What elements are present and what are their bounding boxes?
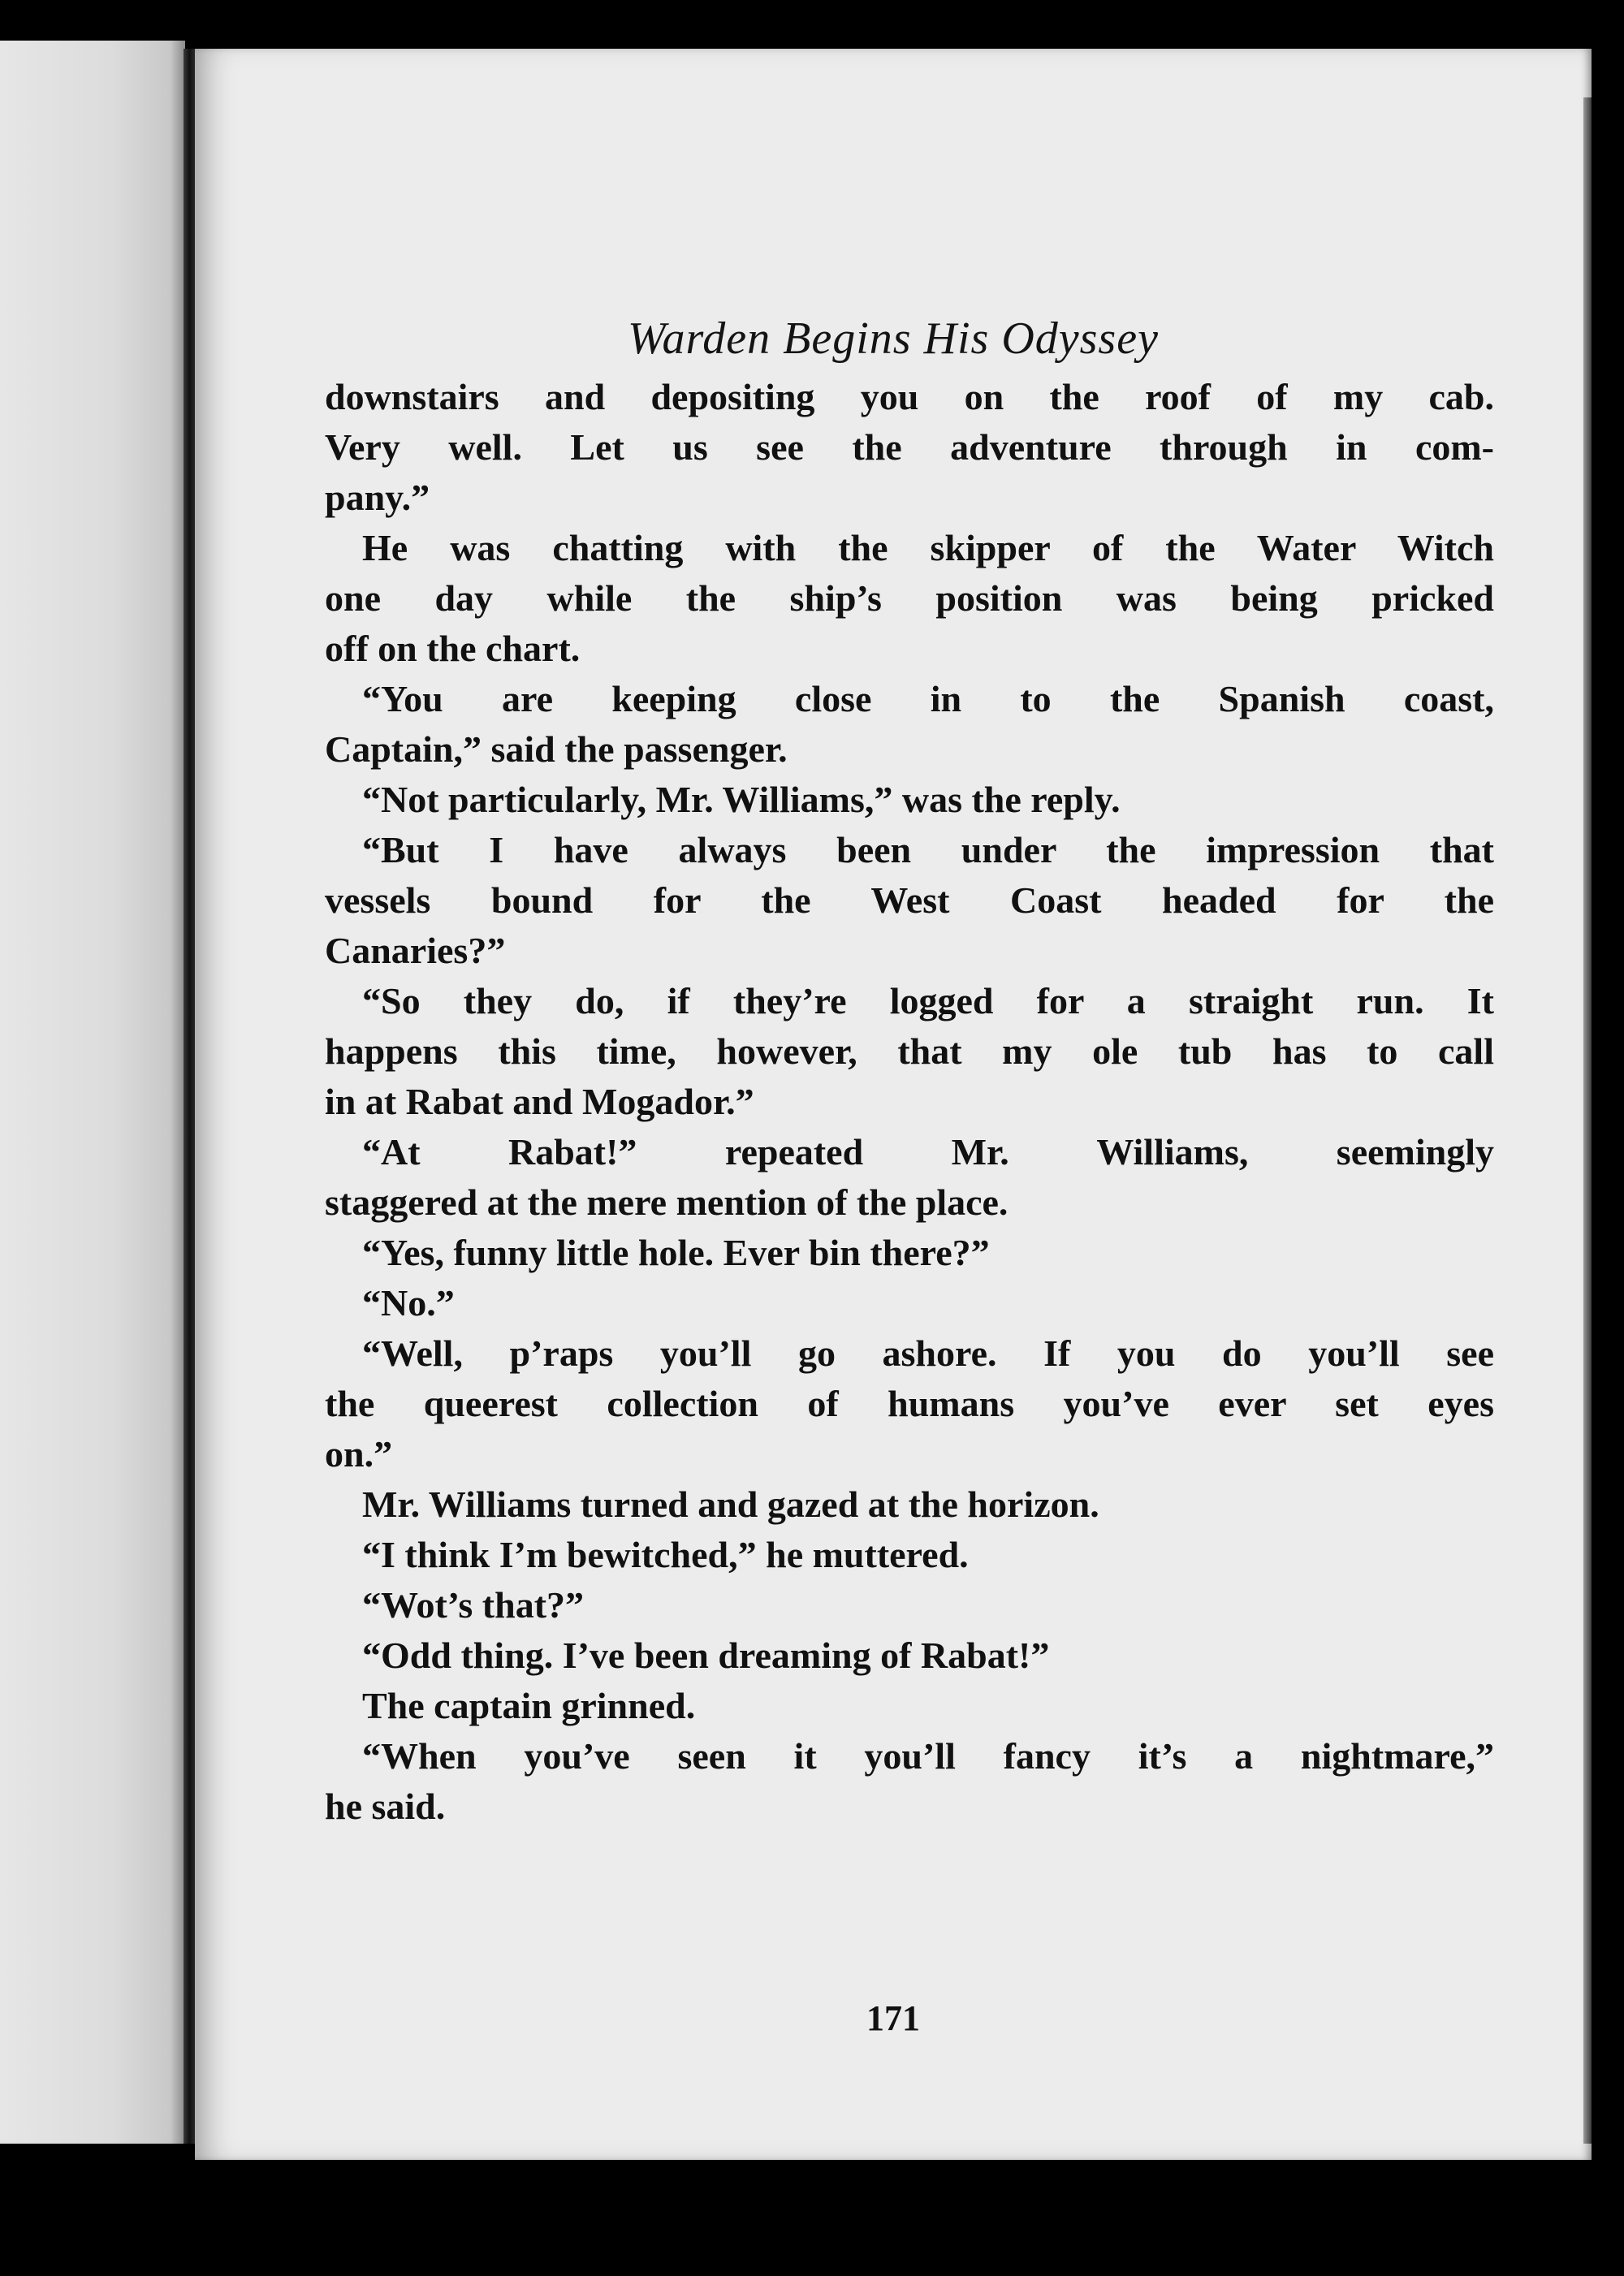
book-page <box>195 49 1592 2160</box>
right-page-edge <box>1583 97 1592 2144</box>
page-number: 171 <box>866 1998 920 2038</box>
text-line: “Yes, funny little hole. Ever bin there?” <box>362 1232 990 1273</box>
text-line: in at Rabat and Mogador.” <box>325 1081 754 1122</box>
text-line: “At Rabat!” repeated Mr. Williams, seemingly <box>362 1131 1494 1173</box>
text-line: staggered at the mere mention of the place. <box>325 1181 1009 1223</box>
running-head: Warden Begins His Odyssey <box>628 313 1159 364</box>
text-line: off on the chart. <box>325 628 581 669</box>
text-line: Canaries?” <box>325 930 506 971</box>
text-line: one day while the ship’s position was being pricked <box>325 577 1494 619</box>
text-line: “Odd thing. I’ve been dreaming of Rabat!” <box>362 1635 1050 1676</box>
text-line: He was chatting with the skipper of the Water Witch <box>362 527 1494 568</box>
text-line: “Well, p’raps you’ll go ashore. If you do you’ll see <box>362 1332 1494 1374</box>
text-line: “No.” <box>362 1282 455 1324</box>
text-line: Mr. Williams turned and gazed at the horizon. <box>362 1484 1099 1525</box>
text-line: The captain grinned. <box>362 1685 696 1726</box>
text-line: happens this time, however, that my ole tub has to call <box>325 1030 1494 1072</box>
text-line: he said. <box>325 1786 446 1827</box>
text-line: downstairs and depositing you on the roof of my cab. <box>325 376 1494 417</box>
text-line: vessels bound for the West Coast headed for the <box>325 879 1494 921</box>
text-line: “You are keeping close in to the Spanish coast, <box>362 678 1494 719</box>
text-line: the queerest collection of humans you’ve ever set eyes <box>325 1383 1494 1424</box>
book-gutter <box>184 49 195 2144</box>
text-line: Very well. Let us see the adventure through in com- <box>325 426 1494 468</box>
text-line: pany.” <box>325 477 430 518</box>
text-line: “But I have always been under the impression that <box>362 829 1494 870</box>
text-line: “Not particularly, Mr. Williams,” was the reply. <box>362 779 1121 820</box>
text-line: “When you’ve seen it you’ll fancy it’s a nightmare,” <box>362 1735 1494 1777</box>
text-line: “Wot’s that?” <box>362 1584 585 1626</box>
text-line: on.” <box>325 1433 393 1475</box>
body-text <box>325 372 1494 1832</box>
left-page-edge <box>0 41 185 2144</box>
text-line: “I think I’m bewitched,” he muttered. <box>362 1534 969 1575</box>
text-line: Captain,” said the passenger. <box>325 728 788 770</box>
text-line: “So they do, if they’re logged for a straight run. It <box>362 980 1494 1021</box>
